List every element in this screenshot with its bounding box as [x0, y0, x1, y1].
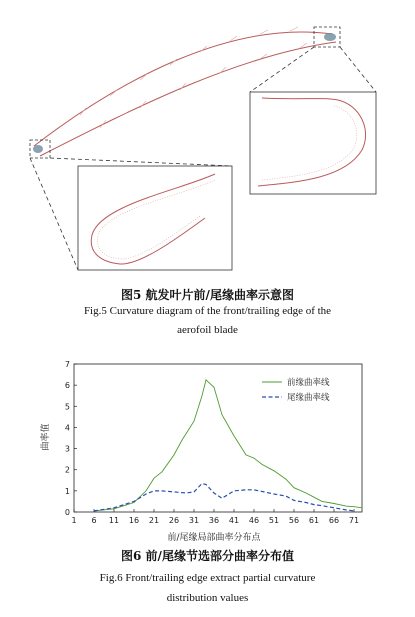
- legend-label: 尾缘曲率线: [287, 393, 330, 403]
- trailing-edge-inset: [250, 92, 376, 194]
- chart-legend: [262, 377, 330, 403]
- x-tick-label: 46: [248, 516, 260, 525]
- x-tick-label: 61: [308, 516, 320, 525]
- y-tick-label: 0: [64, 508, 70, 517]
- legend-label: 前缘曲率线: [287, 378, 330, 388]
- y-tick-label: 6: [64, 381, 70, 391]
- x-tick-label: 1: [71, 516, 77, 525]
- x-tick-label: 16: [128, 516, 140, 525]
- curvature-chart: [0, 352, 415, 547]
- trailing-edge-curvature-line: [94, 484, 354, 511]
- x-tick-label: 51: [268, 516, 280, 525]
- leading-edge-inset: [78, 166, 232, 270]
- x-tick-label: 31: [188, 516, 200, 525]
- x-tick-label: 6: [91, 516, 97, 525]
- x-tick-label: 41: [228, 516, 240, 525]
- y-tick-label: 7: [64, 360, 70, 369]
- y-tick-label: 2: [64, 465, 70, 475]
- figure6-caption-en-1: Fig.6 Front/trailing edge extract partial curvature: [99, 572, 316, 584]
- x-tick-label: 56: [288, 516, 300, 525]
- x-tick-label: 66: [328, 516, 340, 525]
- x-tick-label: 11: [108, 516, 120, 525]
- x-tick-label: 36: [208, 516, 220, 525]
- y-tick-label: 3: [64, 444, 70, 454]
- figure5-caption-cn: 图5 航发叶片前/尾缘曲率示意图: [121, 288, 294, 302]
- x-tick-label: 26: [168, 516, 180, 525]
- figure6-caption-cn: 图6 前/尾缘节选部分曲率分布值: [121, 549, 294, 563]
- y-tick-label: 1: [64, 486, 70, 496]
- y-axis-label: 曲率值: [41, 423, 51, 451]
- x-tick-label: 71: [348, 516, 360, 525]
- y-tick-label: 4: [64, 423, 70, 433]
- figure5-caption-en-1: Fig.5 Curvature diagram of the front/trailing edge of the: [83, 305, 332, 317]
- x-tick-label: 21: [148, 516, 160, 525]
- figure6-caption-en-2: distribution values: [166, 592, 249, 604]
- x-axis-label: 前/尾缘局部曲率分布点: [167, 533, 261, 543]
- blade-curvature-figure: [0, 0, 415, 282]
- figure5-caption-en-2: aerofoil blade: [177, 324, 238, 336]
- y-tick-label: 5: [64, 402, 70, 412]
